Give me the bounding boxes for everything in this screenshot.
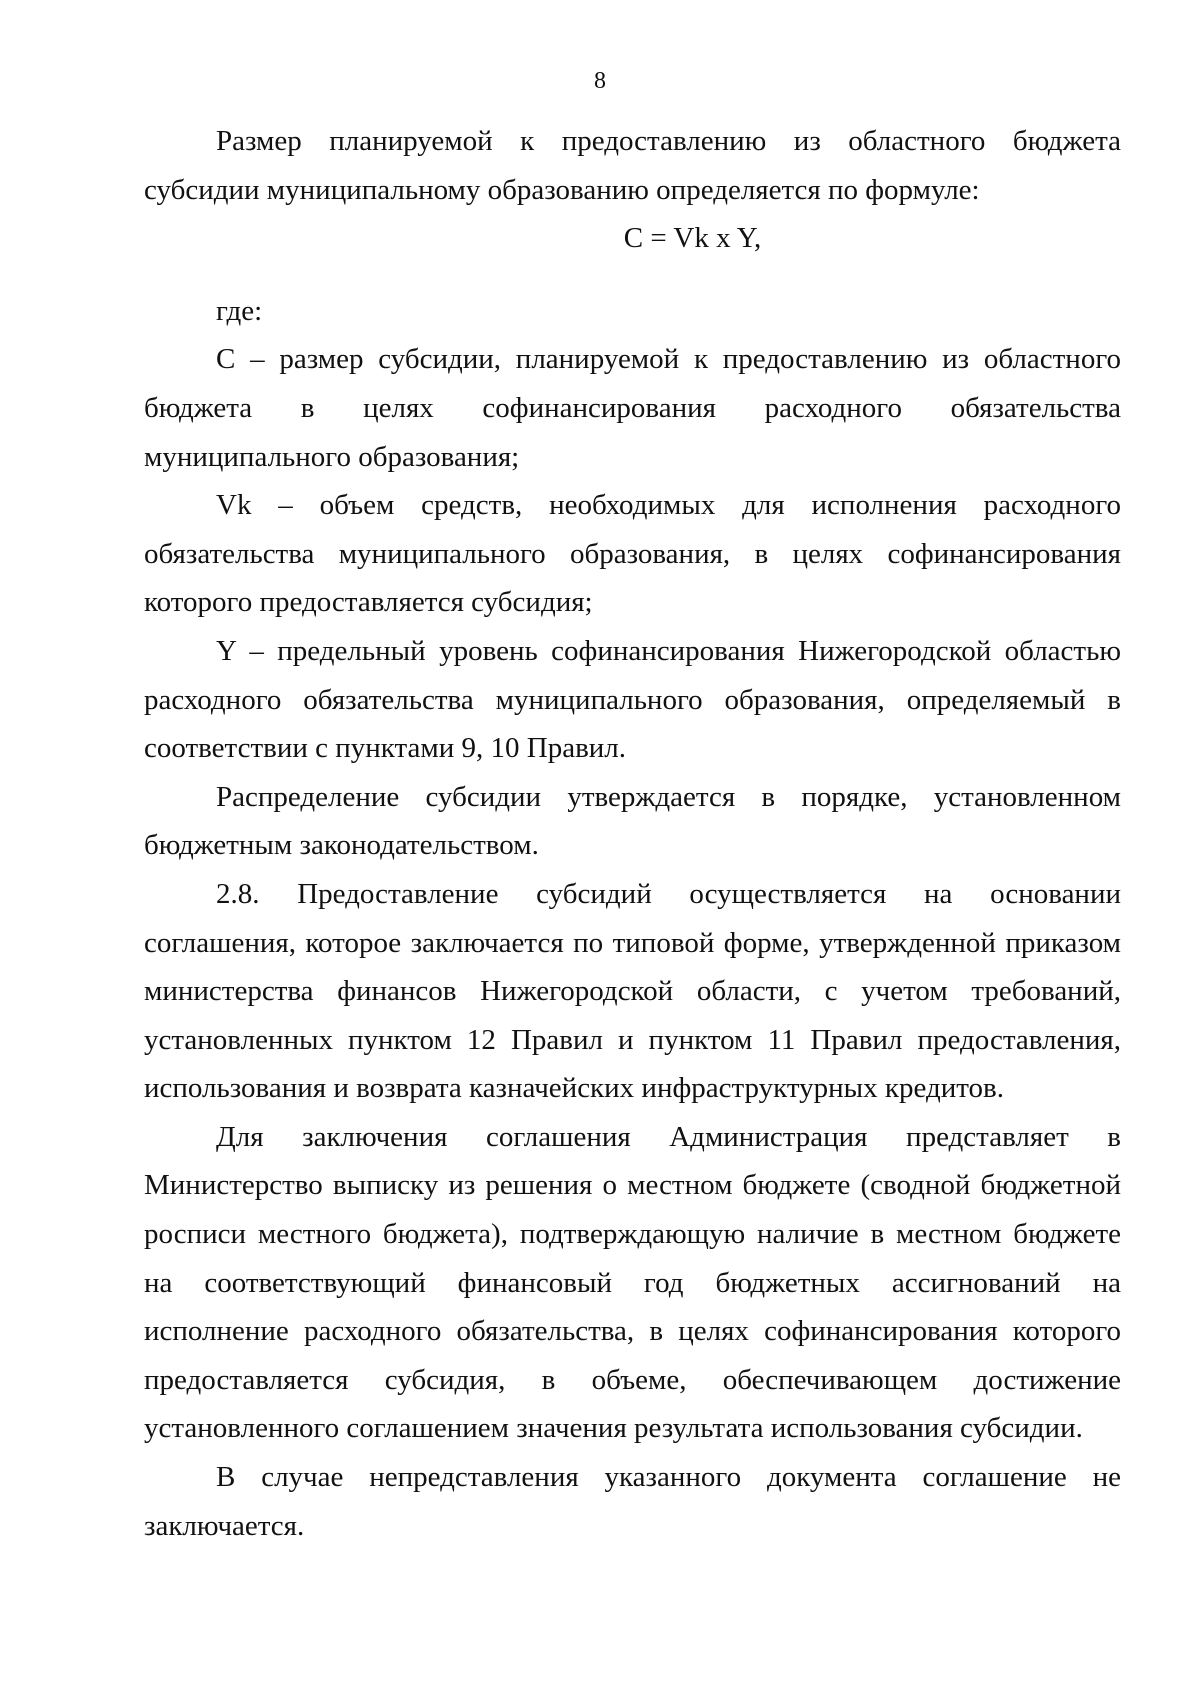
formula-spacer <box>144 263 1121 287</box>
paragraph-failure: В случае непредставления указанного документа соглашение не заключается. <box>144 1461 1121 1542</box>
paragraph-definition-y: Y – предельный уровень софинансирования Нижегородской областью расходного обязательства муниципального образования, определяемый в соответствии с пунктами 9, 10 Правил. <box>144 634 1121 765</box>
paragraph-agreement-conclusion: Для заключения соглашения Администрация представляет в Министерство выписку из решения о местном бюджете (сводной бюджетной росписи местного бюджета), подтверждающую наличие в местном бюджете на соответствующий финансовый год бюджетных ассигнований на исполнение расходного обязательства, в целях софинансирования которого предоставляется субсидия, в объеме, обеспечивающем достижение установленного соглашением значения результата использования субсидии. <box>144 1120 1121 1445</box>
formula: C = Vk x Y, <box>623 222 762 255</box>
page-number: 8 <box>594 68 606 94</box>
paragraph-definition-c: C – размер субсидии, планируемой к предоставлению из областного бюджета в целях софинансирования расходного обязательства муниципального образования; <box>144 343 1121 473</box>
document-body <box>144 117 1121 1550</box>
paragraph-definition-vk: Vk – объем средств, необходимых для исполнения расходного обязательства муниципального образования, в целях софинансирования которого предоставляется субсидия; <box>144 489 1121 619</box>
paragraph-where: где: <box>216 294 263 327</box>
paragraph-distribution: Распределение субсидии утверждается в порядке, установленном бюджетным законодательством. <box>144 780 1121 862</box>
paragraph-2-8: 2.8. Предоставление субсидий осуществляется на основании соглашения, которое заключается по типовой форме, утвержденной приказом министерства финансов Нижегородской области, с учетом требований, установленных пунктом 12 Правил и пунктом 11 Правил предоставления, использования и возврата казначейских инфраструктурных кредитов. <box>144 877 1121 1105</box>
paragraph-subsidy-size: Размер планируемой к предоставлению из областного бюджета субсидии муниципальному образованию определяется по формуле: <box>144 125 1121 206</box>
